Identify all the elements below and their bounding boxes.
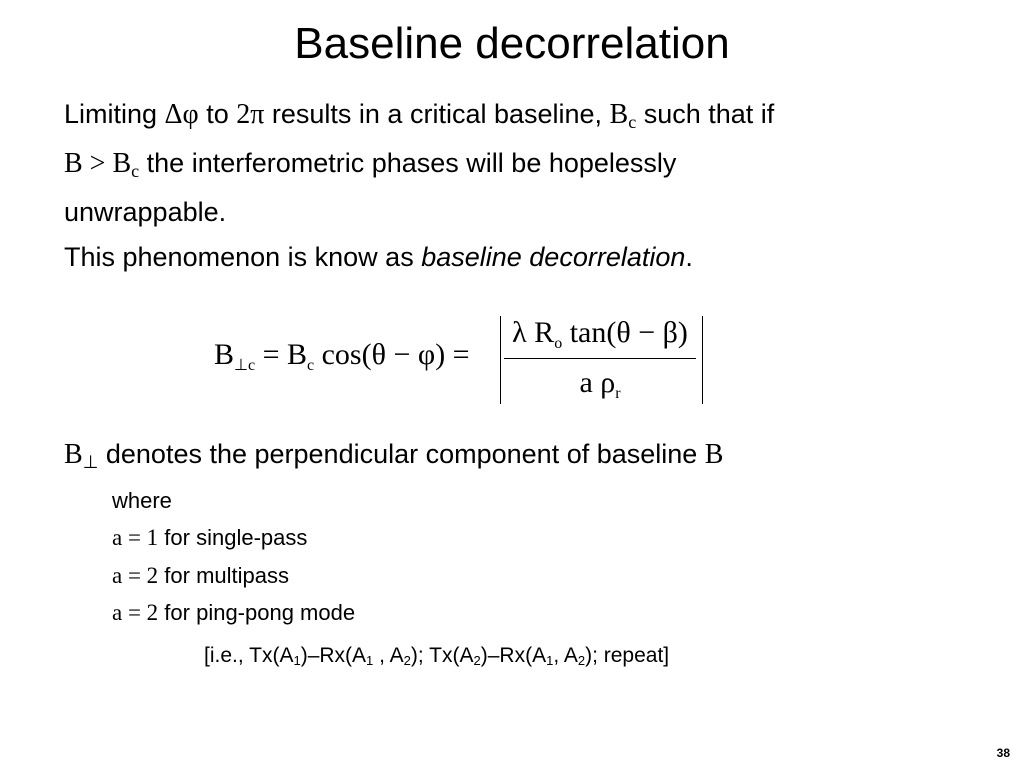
slide-title: Baseline decorrelation <box>294 19 730 68</box>
note-part: ); Tx(A <box>410 644 474 667</box>
denominator-subscript: r <box>615 385 621 402</box>
decorrelation-equation <box>214 314 714 406</box>
equation-lhs <box>214 338 470 372</box>
intro-line-3: unwrappable. <box>64 197 227 227</box>
note-part: , A <box>373 644 404 667</box>
page-number: 38 <box>996 746 1010 760</box>
numerator-lambda-r: λ R <box>512 316 555 349</box>
phenomenon-paragraph <box>64 233 693 281</box>
equation-lhs-subscript: ⊥c <box>234 357 256 374</box>
note-part: )–Rx(A <box>300 644 367 667</box>
where-label: where <box>112 488 172 513</box>
numerator-tan: tan(θ − β) <box>562 316 688 349</box>
where-item-ping-pong <box>112 595 355 631</box>
critical-baseline-subscript: c <box>628 112 637 132</box>
intro-text-5: the interferometric phases will be hopelessly <box>139 148 677 178</box>
intro-line-2 <box>64 139 964 188</box>
where-item-single-pass <box>112 520 307 556</box>
delta-phi-symbol: Δφ <box>164 99 199 130</box>
phenomenon-period: . <box>685 242 693 272</box>
where-item-label: for single-pass <box>158 525 308 550</box>
perp-symbol: ⊥ <box>82 452 99 472</box>
note-part: )–Rx(A <box>480 644 547 667</box>
where-item-value: a = 2 <box>112 600 159 625</box>
intro-text-3: results in a critical baseline, <box>264 99 610 129</box>
note-part: , A <box>553 644 578 667</box>
intro-line-1 <box>64 90 964 139</box>
note-part: ); repeat] <box>585 644 670 667</box>
phenomenon-emphasis: baseline decorrelation <box>421 242 686 272</box>
perp-baseline-symbol: B <box>64 439 83 470</box>
where-item-label: for ping-pong mode <box>158 600 356 625</box>
where-item-multipass <box>112 558 289 594</box>
perpendicular-paragraph <box>64 430 723 479</box>
ping-pong-note <box>204 638 669 674</box>
baseline-comparison-subscript: c <box>131 161 140 181</box>
where-item-value: a = 2 <box>112 563 159 588</box>
perp-text: denotes the perpendicular component of baseline <box>98 439 705 469</box>
intro-text-1: Limiting <box>64 99 165 129</box>
equation-critical-baseline: = B <box>255 338 307 371</box>
equation-lhs-symbol: B <box>214 338 235 371</box>
baseline-comparison-symbol: B > B <box>64 148 132 179</box>
note-subscript: 2 <box>577 653 586 668</box>
note-subscript: 2 <box>473 653 481 668</box>
where-item-value: a = 1 <box>112 525 159 550</box>
where-item-label: for multipass <box>158 563 290 588</box>
note-subscript: 2 <box>403 653 411 668</box>
phenomenon-text: This phenomenon is know as <box>64 242 422 272</box>
note-subscript: 1 <box>293 653 301 668</box>
equation-denominator <box>504 366 696 400</box>
absolute-value-bar-left <box>500 316 501 404</box>
critical-baseline-symbol: B <box>609 99 629 130</box>
note-part: [i.e., Tx(A <box>204 644 294 667</box>
numerator-subscript: o <box>554 335 563 352</box>
absolute-value-bar-right <box>702 316 703 404</box>
two-pi-symbol: 2π <box>236 99 265 130</box>
fraction-line <box>504 358 696 359</box>
equation-numerator <box>504 316 696 350</box>
equation-cosine: cos(θ − φ) = <box>314 338 470 371</box>
equation-critical-subscript: c <box>307 357 315 374</box>
intro-text-4: such that if <box>636 99 775 129</box>
baseline-symbol: B <box>704 439 724 470</box>
note-subscript: 1 <box>366 653 374 668</box>
denominator-a-rho: a ρ <box>579 366 616 399</box>
intro-text-2: to <box>198 99 237 129</box>
note-subscript: 1 <box>546 653 554 668</box>
intro-paragraph <box>64 90 964 236</box>
